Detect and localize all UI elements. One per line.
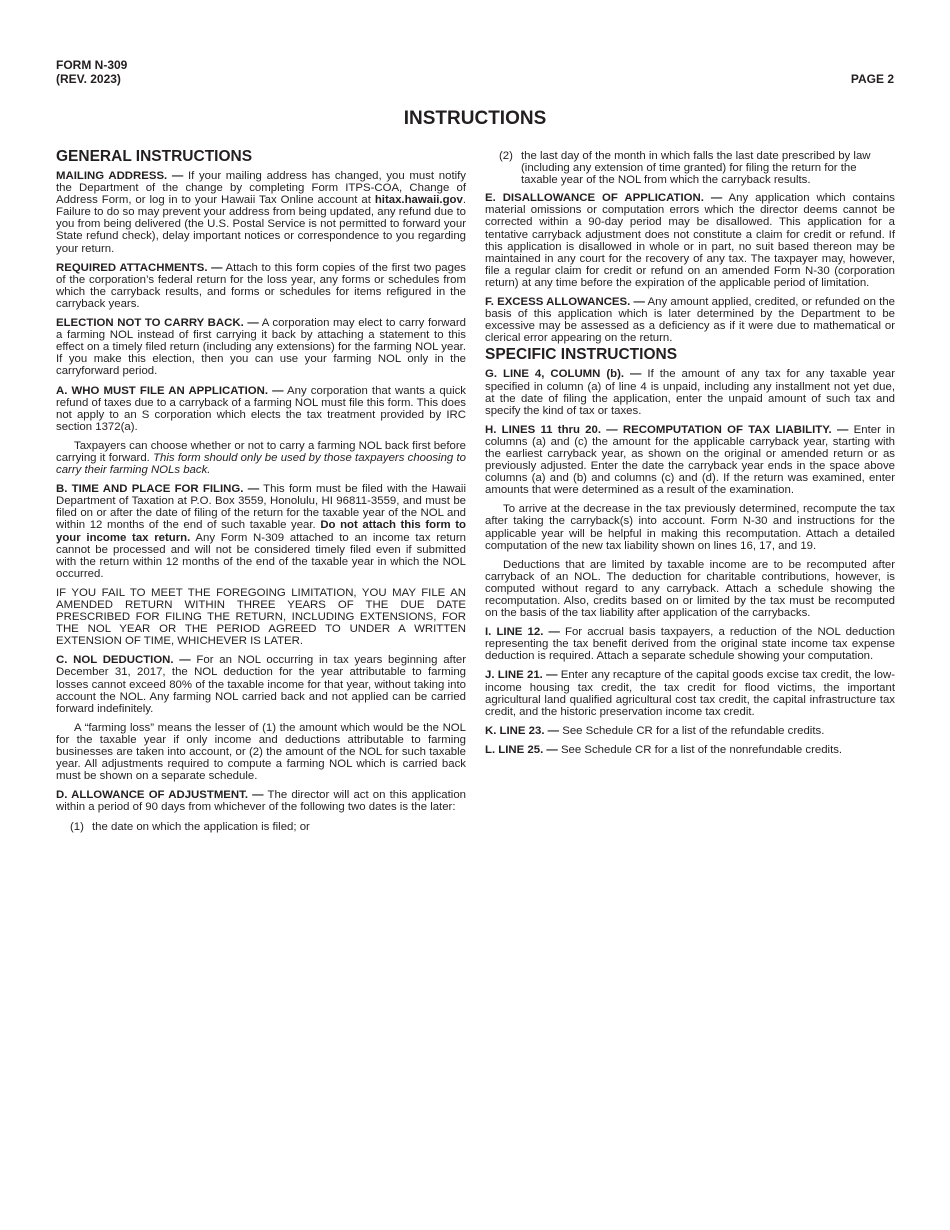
right-column [485, 146, 895, 763]
section-label: J. LINE 21. — [485, 669, 558, 682]
section-label: I. LINE 12. — [485, 626, 560, 639]
list-item: (1) the date on which the application is filed; or [70, 820, 310, 833]
section-d: D. ALLOWANCE OF ADJUSTMENT. — The director will act on this application within a period of 90 days from whichever of the following two dates is the later: [56, 789, 466, 814]
specific-instructions-heading: SPECIFIC INSTRUCTIONS [485, 346, 678, 364]
general-instructions-heading: GENERAL INSTRUCTIONS [56, 148, 253, 165]
section-f: F. EXCESS ALLOWANCES. — Any amount applied, credited, or refunded on the basis of this application which is later determined by the Department to be excessive may be assessed as a deficiency as if it were due to mathematical or clerical error appearing on the return. [485, 296, 895, 345]
list-item: (2) the last day of the month in which falls the last date prescribed by law (including any extension of time granted) for filing the return for the taxable year of the NOL from which the carryback results. [499, 150, 871, 187]
section-k: K. LINE 23. — See Schedule CR for a list of the refundable credits. [485, 724, 825, 737]
election-section: ELECTION NOT TO CARRY BACK. — A corporation may elect to carry forward a farming NOL instead of first carrying it back by attaching a statement to this effect on a timely filed return (including any extensions) for the farming NOL year. If you make this election, then you can use your farming NOL only in the carryforward period. [56, 317, 466, 378]
section-label: B. TIME AND PLACE FOR FILING. — [56, 483, 260, 496]
section-h: H. LINES 11 thru 20. — RECOMPUTATION OF TAX LIABILITY. — Enter in columns (a) and (c) the amount for the applicable carryback year, starting with the earliest carryback year, as shown on the original or amended return or as previously adjusted. Enter the date the carryback year ends in the space above columns (a) and (b) and columns (c) and (d). If the return was examined, enter amounts that were determined as a result of the examination. [485, 423, 895, 497]
section-label: L. LINE 25. — [485, 743, 558, 756]
section-label: D. ALLOWANCE OF ADJUSTMENT. — [56, 789, 264, 802]
section-a: A. WHO MUST FILE AN APPLICATION. — Any corporation that wants a quick refund of taxes due to a carryback of a farming NOL must file this form. This does not apply to an S corporation which elects the tax treatment provided by IRC section 1372(a). [56, 384, 466, 433]
section-h-paragraph-3: Deductions that are limited by taxable income are to be recomputed after carryback of an NOL. The deduction for charitable contributions, however, is computed without regard to any carryback. Attach a schedule showing the recomputation. Also, credits based on or limited by the tax must be recomputed on the basis of the tax liability after application of the carrybacks. [485, 558, 895, 620]
section-b: B. TIME AND PLACE FOR FILING. — This form must be filed with the Hawaii Department of Taxation at P.O. Box 3559, Honolulu, HI 96811-3559, and must be filed on or after the date of filing of the return for the taxable year of the NOL and within 12 months of the end of such taxable year. Do not attach this form to your income tax return. Any Form N-309 attached to an income tax return cannot be processed and will not be considered timely filed even if submitted with the return within 12 months of the end of the taxable year in which the NOL occurred. [56, 483, 467, 580]
left-column [56, 146, 466, 839]
section-a-paragraph-2: Taxpayers can choose whether or not to carry a farming NOL back first before carrying it forward. This form should only be used by those taxpayers choosing to carry their farming NOLs back. [56, 439, 466, 477]
section-i: I. LINE 12. — For accrual basis taxpayers, a reduction of the NOL deduction representing the tax benefit derived from the original state income tax expense deduction is required. Attach a separate schedule showing your computation. [485, 626, 895, 663]
section-g: G. LINE 4, COLUMN (b). — If the amount of any tax for any taxable year specified in column (a) of line 4 is unpaid, including any installment not yet due, at the date of filing the application, enter the unpaid amount of such tax and specify the kind of tax or taxes. [485, 368, 895, 417]
section-label: A. WHO MUST FILE AN APPLICATION. — [56, 384, 284, 397]
page-number: PAGE 2 [850, 72, 894, 86]
mailing-address-section: MAILING ADDRESS. — If your mailing address has changed, you must notify the Department of the change by completing Form ITPS-COA, Change of Address Form, or log in to your Hawaii Tax Online account at hitax.hawaii.gov. Failure to do so may prevent your address from being updated, any refund due to you from being delivered (the U.S. Postal Service is not permitted to forward your State refund check), delay important notices or correspondence to you regarding your return. [56, 170, 466, 255]
section-label: E. DISALLOWANCE OF APPLICATION. — [485, 192, 723, 205]
section-label: K. LINE 23. — [485, 724, 560, 737]
section-e: E. DISALLOWANCE OF APPLICATION. — Any application which contains material omissions or computation errors which the director deems cannot be corrected within a 90-day period may be disallowed. This application for a tentative carryback adjustment does not constitute a claim for credit or refund. If this application is disallowed in whole or in part, no suit based thereon may be maintained in any court for the recovery of any tax. The taxpayer may, however, file a regular claim for credit or refund on an amended Form N-30 (corporation return) at any time before the expiration of the applicable period of limitation. [485, 192, 895, 289]
section-label: REQUIRED ATTACHMENTS. — [56, 261, 223, 274]
form-identifier [56, 58, 127, 86]
page-title: INSTRUCTIONS [403, 108, 547, 129]
section-b-limitation: IF YOU FAIL TO MEET THE FOREGOING LIMITATION, YOU MAY FILE AN AMENDED RETURN WITHIN THREE YEARS OF THE DUE DATE PRESCRIBED FOR FILING THE RETURN, INCLUDING EXTENSIONS, FOR THE NOL YEAR OR THE PERIOD AGREED TO UNDER A WRITTEN EXTENSION OF TIME, WHICHEVER IS LATER. [56, 586, 466, 648]
section-label: F. EXCESS ALLOWANCES. — [485, 296, 645, 309]
section-label: C. NOL DEDUCTION. — [56, 654, 191, 667]
section-c-paragraph-2: A “farming loss” means the lesser of (1) the amount which would be the NOL for the taxable year if only income and deductions attributable to farming businesses are taken into account, or (2) the amount of the NOL for such taxable year. All adjustments required to compute a farming NOL which is carried back must be shown on a separate schedule. [56, 721, 466, 783]
form-revision: (REV. 2023) [56, 72, 121, 86]
section-l: L. LINE 25. — See Schedule CR for a list of the nonrefundable credits. [485, 743, 843, 756]
section-h-paragraph-2: To arrive at the decrease in the tax previously determined, recompute the tax after taking the carryback(s) into account. Form N-30 and instructions for the applicable year will be helpful in making this recomputation. Attach a detailed computation of the new tax liability shown on lines 16, 17, and 19. [485, 503, 895, 552]
section-label: MAILING ADDRESS. — [56, 170, 184, 182]
section-c: C. NOL DEDUCTION. — For an NOL occurring in tax years beginning after December 31, 2017, the NOL deduction for the year attributable to farming losses cannot exceed 80% of the taxable income for that year, without taking into account the NOL. Any farming NOL carried back and not applied can be carried forward indefinitely. [56, 654, 466, 715]
section-label: ELECTION NOT TO CARRY BACK. — [56, 317, 259, 330]
required-attachments-section: REQUIRED ATTACHMENTS. — Attach to this form copies of the first two pages of the corporation’s federal return for the loss year, any forms or schedules from which the carryback results, and forms or schedules for items refigured in the carryback years. [56, 261, 466, 310]
form-number: FORM N-309 [56, 58, 128, 72]
section-label: H. LINES 11 thru 20. — RECOMPUTATION OF TAX LIABILITY. — [485, 423, 849, 436]
section-label: G. LINE 4, COLUMN (b). — [485, 368, 642, 381]
website-link: hitax.hawaii.gov [374, 194, 463, 207]
section-j: J. LINE 21. — Enter any recapture of the capital goods excise tax credit, the low-income housing tax credit, the tax credit for flood victims, the important agricultural land qualified agricultural cost tax credit, the capital infrastructure tax credit, and the historic preservation income tax credit. [485, 669, 896, 718]
